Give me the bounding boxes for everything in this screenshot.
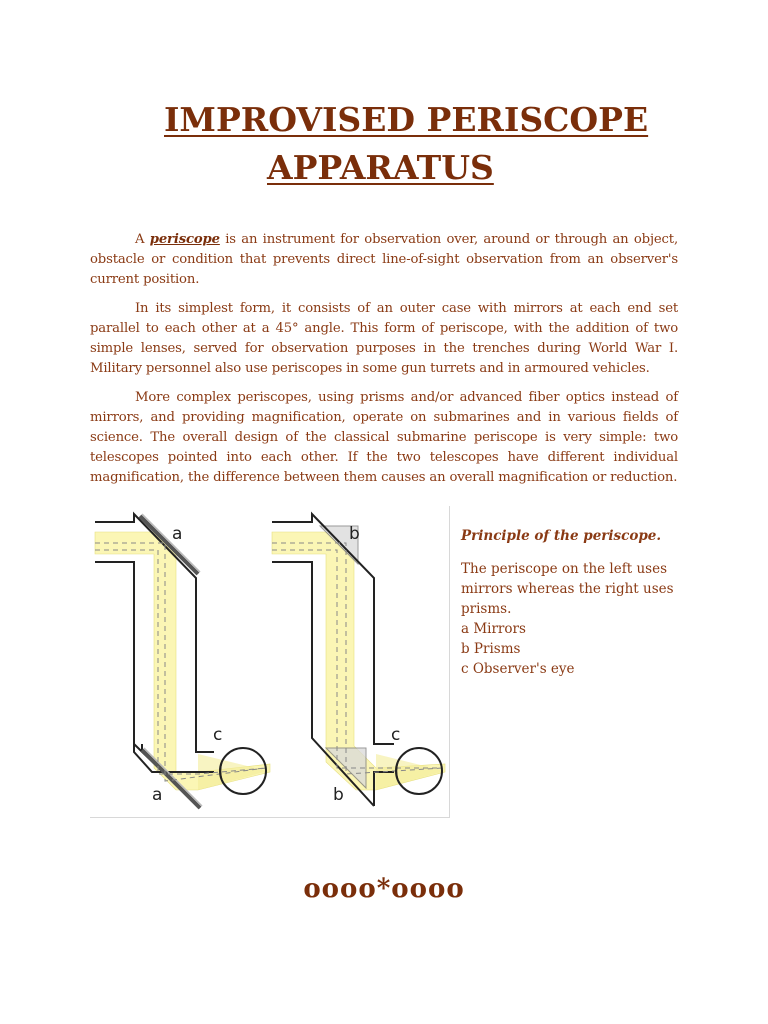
label-mirror-top: a [172,524,183,544]
prism-ray-2 [272,550,442,768]
prism-periscope [272,514,445,806]
caption-item-eye: c Observer's eye [461,661,575,677]
figure-divider-bottom [90,817,450,818]
figure-caption-title: Principle of the periscope. [461,528,662,544]
paragraph-simple-form: In its simplest form, it consists of an outer case with mirrors at each end set parallel to each other at a 45° angle. This form of periscope, with the addition of two simple lenses, served for observation purposes in the trenches during World War I. Military personnel also use periscopes in some gun turrets and in armoured vehicles. [90,301,678,376]
figure-divider-right [449,506,450,818]
caption-line: mirrors whereas the right uses [461,581,674,597]
figure-caption-text [461,559,681,679]
label-mirror-eye: c [213,725,223,745]
label-prism-top: b [349,524,360,544]
label-mirror-bottom: a [152,785,163,805]
caption-line: prisms. [461,601,512,617]
prism-ray-1 [272,543,442,774]
periscope-diagram [90,506,450,818]
label-prism-eye: c [391,725,401,745]
end-ornament: oooo*oooo [303,874,465,904]
mirror-ray-1 [95,543,266,781]
paragraph-complex: More complex periscopes, using prisms and/or advanced fiber optics instead of mirrors, and providing magnification, operate on submarines and in various fields of science. The overall design of the classical submarine periscope is very simple: two telescopes pointed into each other. If the two telescopes have different individual magnification, the difference between them causes an overall magnification or reduction. [90,390,678,485]
mirror-light-beam [95,532,270,790]
label-prism-bottom: b [333,785,344,805]
paragraph-intro-prefix: A [135,232,150,247]
page-title-line-2: APPARATUS [267,148,494,187]
term-periscope: periscope [149,232,220,247]
caption-item-mirrors: a Mirrors [461,621,526,637]
caption-line: The periscope on the left uses [461,561,667,577]
mirror-ray-2 [95,550,266,774]
page-title-line-1: IMPROVISED PERISCOPE [164,100,649,139]
caption-item-prisms: b Prisms [461,641,521,657]
paragraph-intro-rest: is an instrument for observation over, around or through an object, obstacle or condition that prevents direct line-of-sight observation from an observer's current position. [90,232,678,287]
paragraph-intro [90,230,678,290]
mirror-periscope [95,514,270,808]
